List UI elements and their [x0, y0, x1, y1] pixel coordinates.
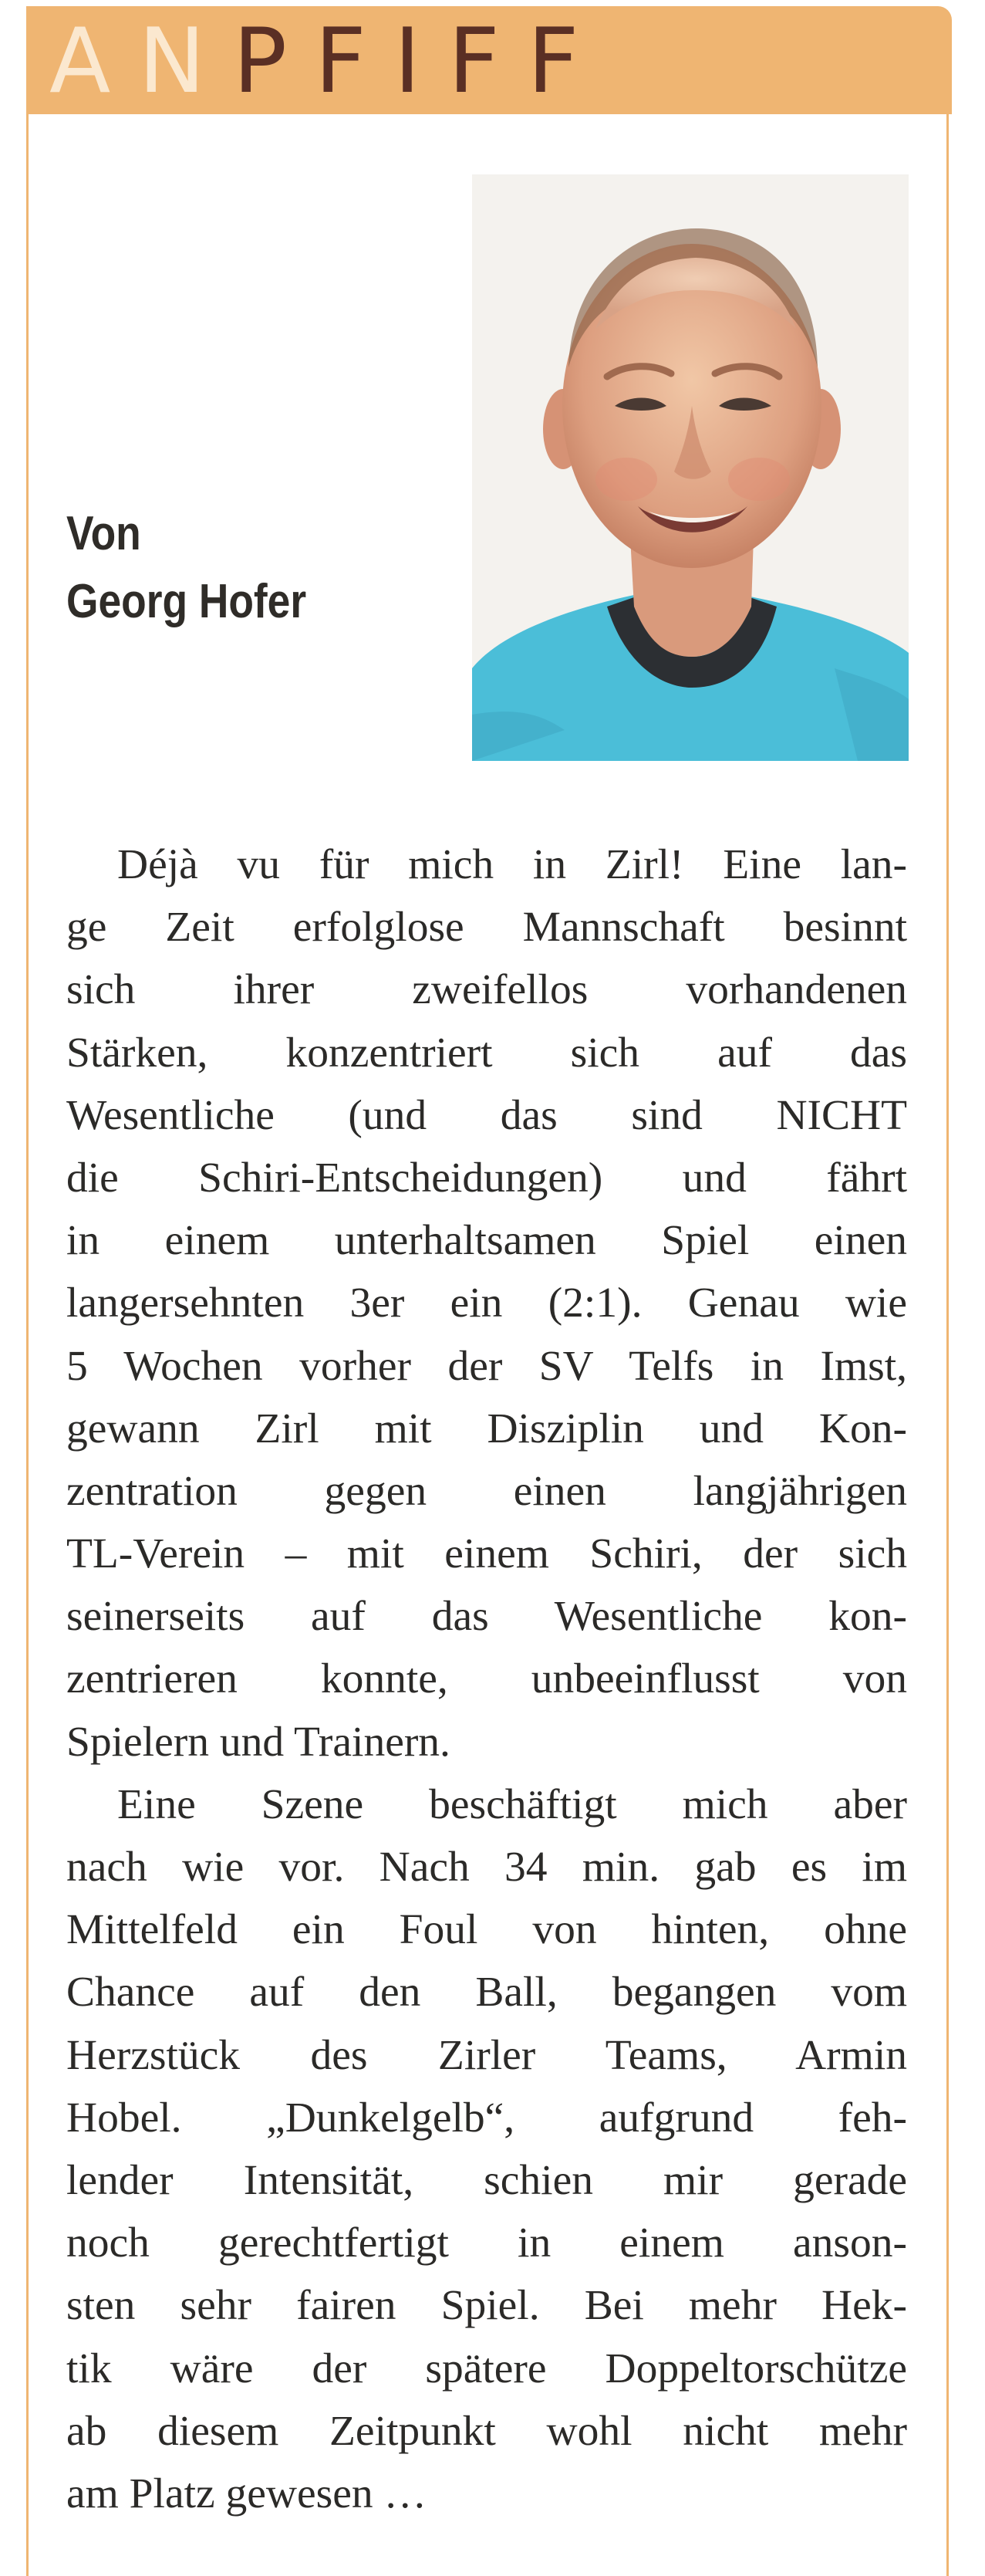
byline-author: Georg Hofer: [66, 575, 307, 628]
referee-portrait-icon: [472, 174, 909, 761]
text-line: ab diesem Zeitpunkt wohl nicht mehr: [66, 2407, 907, 2455]
column-box: [26, 6, 952, 2576]
text-line: lender Intensität, schien mir gerade: [66, 2156, 907, 2204]
author-photo: [472, 174, 909, 761]
text-line: sten sehr fairen Spiel. Bei mehr Hek-: [66, 2282, 907, 2330]
text-line: noch gerechtfertigt in einem anson-: [66, 2219, 907, 2267]
kicker-light: AN: [49, 9, 234, 113]
text-line: 5 Wochen vorher der SV Telfs in Imst,: [66, 1342, 907, 1390]
text-line: Chance auf den Ball, begangen vom: [66, 1969, 907, 2017]
kicker-dark: PFIFF: [233, 9, 607, 113]
text-line: Stärken, konzentriert sich auf das: [66, 1029, 907, 1077]
text-line: Eine Szene beschäftigt mich aber: [117, 1780, 907, 1828]
header-bar: [26, 6, 952, 114]
text-line: Mittelfeld ein Foul von hinten, ohne: [66, 1906, 907, 1954]
text-line: Wesentliche (und das sind NICHT: [66, 1091, 907, 1139]
text-line: Hobel. „Dunkelgelb“, aufgrund feh-: [66, 2094, 907, 2142]
text-line: ge Zeit erfolglose Mannschaft besinnt: [66, 904, 907, 952]
text-line: gewann Zirl mit Disziplin und Kon-: [66, 1405, 907, 1452]
column-kicker: [49, 8, 606, 116]
text-line: TL-Verein – mit einem Schiri, der sich: [66, 1530, 907, 1578]
article-body: [66, 833, 907, 2525]
text-line: Spielern und Trainern.: [66, 1718, 450, 1766]
paragraph-2: [66, 1773, 907, 2525]
text-line: sich ihrer zweifellos vorhandenen: [66, 966, 907, 1014]
text-line: die Schiri-Entscheidungen) und fährt: [66, 1154, 907, 1202]
paragraph-1: [66, 833, 907, 1773]
text-line: zentrieren konnte, unbeeinflusst von: [66, 1655, 907, 1703]
text-line: seinerseits auf das Wesentliche kon-: [66, 1593, 907, 1641]
text-line: nach wie vor. Nach 34 min. gab es im: [66, 1844, 907, 1891]
text-line: Herzstück des Zirler Teams, Armin: [66, 2031, 907, 2079]
text-line: tik wäre der spätere Doppeltorschütze: [66, 2344, 907, 2392]
text-line: Déjà vu für mich in Zirl! Eine lan-: [117, 841, 907, 888]
byline: [66, 500, 306, 636]
text-line: langersehnten 3er ein (2:1). Genau wie: [66, 1280, 907, 1327]
byline-prefix: Von: [66, 507, 141, 560]
text-line: zentration gegen einen langjährigen: [66, 1467, 907, 1515]
text-line: in einem unterhaltsamen Spiel einen: [66, 1217, 907, 1265]
text-line: am Platz gewesen …: [66, 2470, 427, 2517]
